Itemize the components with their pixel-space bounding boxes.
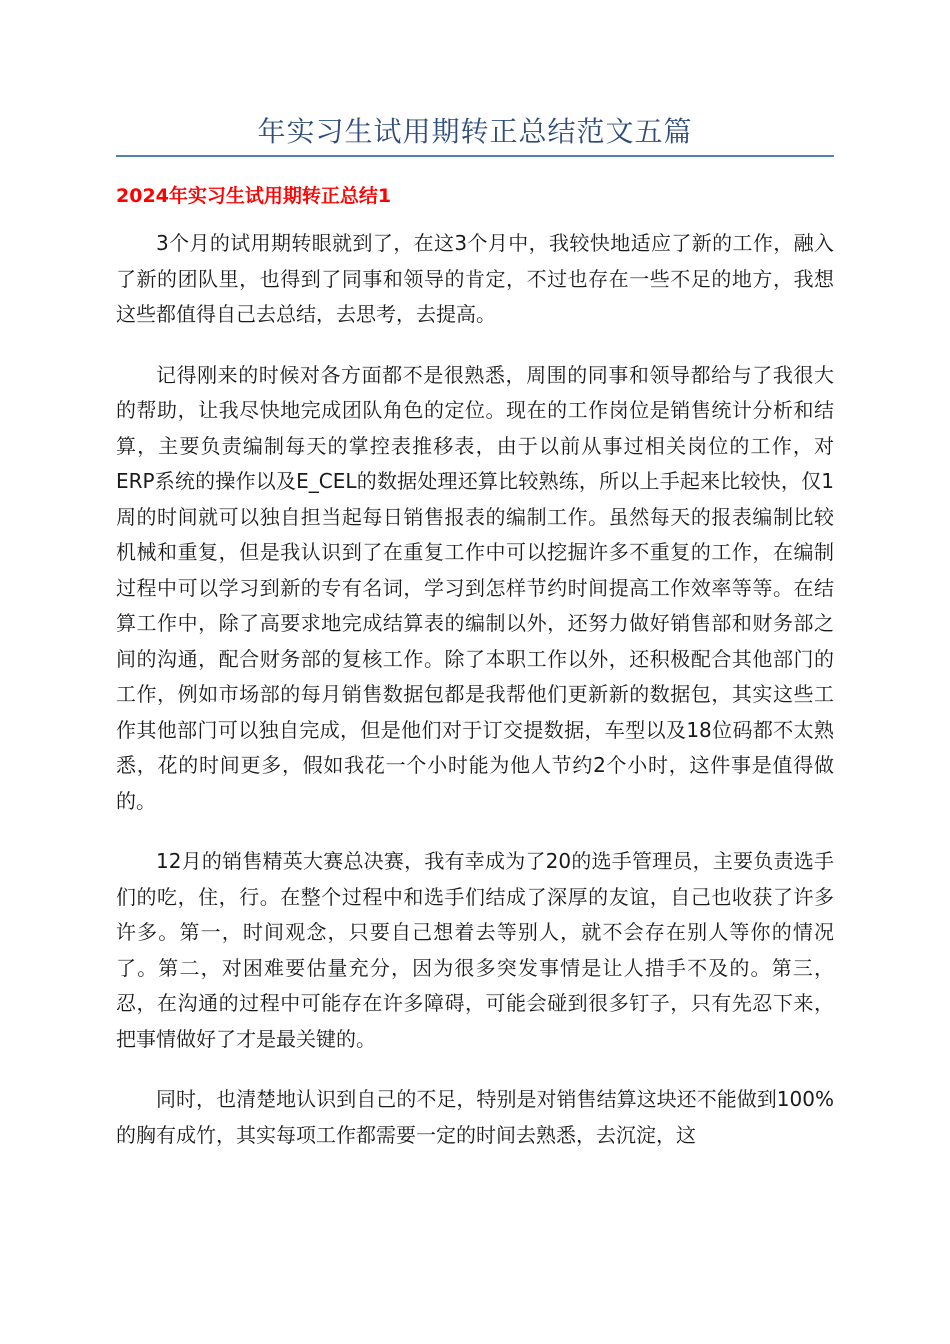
paragraph-1: 3个月的试用期转眼就到了，在这3个月中，我较快地适应了新的工作，融入了新的团队里，也得到了同事和领导的肯定，不过也存在一些不足的地方，我想这些都值得自己去总结，去思考，去提高。 xyxy=(116,231,834,326)
paragraph-3: 12月的销售精英大赛总决赛，我有幸成为了20的选手管理员，主要负责选手们的吃，住，行。在整个过程中和选手们结成了深厚的友谊，自己也收获了许多许多。第一，时间观念，只要自己想着去等别人，就不会存在别人等你的情况了。第二，对困难要估量充分，因为很多突发事情是让人措手不及的。第三，忍，在沟通的过程中可能存在许多障碍，可能会碰到很多钉子，只有先忍下来，把事情做好了才是最关键的。 xyxy=(116,849,834,1051)
section-heading: 2024年实习生试用期转正总结1 xyxy=(116,185,392,207)
document-title: 年实习生试用期转正总结范文五篇 xyxy=(257,115,693,148)
paragraph-4: 同时，也清楚地认识到自己的不足，特别是对销售结算这块还不能做到100%的胸有成竹，其实每项工作都需要一定的时间去熟悉，去沉淀，这 xyxy=(116,1087,834,1147)
paragraph-2: 记得刚来的时候对各方面都不是很熟悉，周围的同事和领导都给与了我很大的帮助，让我尽快地完成团队角色的定位。现在的工作岗位是销售统计分析和结算，主要负责编制每天的掌控表推移表，由于以前从事过相关岗位的工作，对ERP系统的操作以及E_CEL的数据处理还算比较熟练，所以上手起来比较快，仅1周的时间就可以独自担当起每日销售报表的编制工作。虽然每天的报表编制比较机械和重复，但是我认识到了在重复工作中可以挖掘许多不重复的工作，在编制过程中可以学习到新的专有名词，学习到怎样节约时间提高工作效率等等。在结算工作中，除了高要求地完成结算表的编制以外，还努力做好销售部和财务部之间的沟通，配合财务部的复核工作。除了本职工作以外，还积极配合其他部门的工作，例如市场部的每月销售数据包都是我帮他们更新新的数据包，其实这些工作其他部门可以独自完成，但是他们对于订交提数据，车型以及18位码都不太熟悉，花的时间更多，假如我花一个小时能为他人节约2个小时，这件事是值得做的。 xyxy=(116,362,834,813)
document-body xyxy=(116,226,834,1178)
title-underline xyxy=(116,155,834,157)
